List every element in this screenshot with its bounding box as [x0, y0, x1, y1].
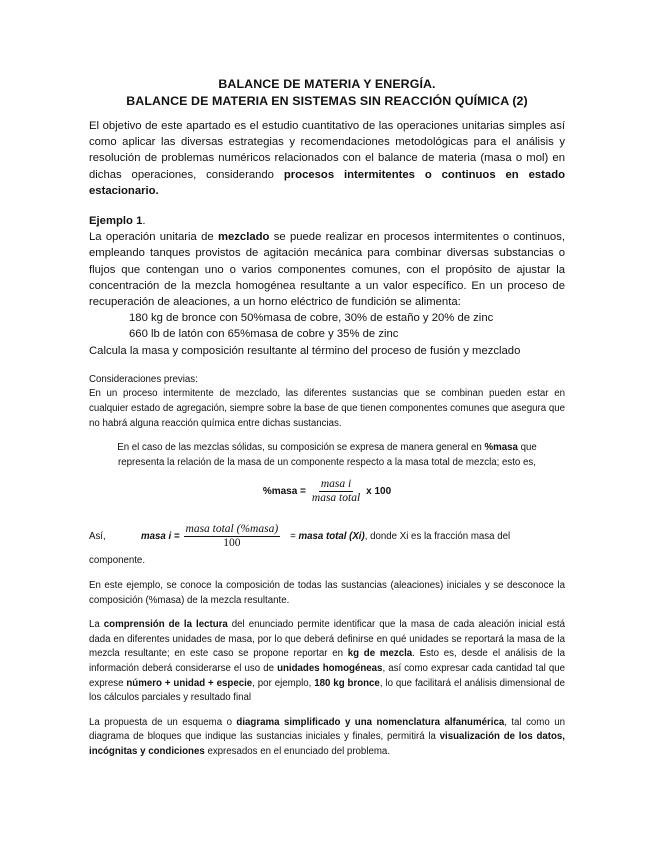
feed-item-1: 180 kg de bronce con 50%masa de cobre, 30% de estaño y 20% de zinc [129, 312, 494, 325]
reading-b4: número + unidad + especie [126, 677, 253, 689]
title-line-1: BALANCE DE MATERIA Y ENERGÍA. [218, 77, 436, 91]
formula2-rest [290, 531, 565, 542]
formula2-fraction [184, 523, 281, 550]
formula1-fraction [310, 478, 362, 505]
proposal-c: , tal como un diagrama de bloques que indique las sustancias iniciales y finales, permitirá la [89, 716, 565, 743]
reading-c: del enunciado permite identificar que la masa de cada aleación inicial está dada en diferentes unidades de masa, por lo que deberá definirse en qué unidades se reportará la masa de la mezcla resultante; en este caso se propone reportar en [89, 619, 566, 660]
formula2-continuation: componente. [89, 555, 146, 567]
example-heading [89, 213, 565, 229]
formula2-rest-text: , donde Xi es la fracción masa del [364, 530, 511, 542]
formula2-numerator: masa total (%masa) [185, 522, 279, 535]
intro-paragraph [89, 118, 565, 199]
solids-bold: %masa [484, 442, 518, 454]
proposal-d: expresados en el enunciado del problema. [204, 745, 391, 757]
title-line-2: BALANCE DE MATERIA EN SISTEMAS SIN REACCIÓN QUÍMICA (2) [126, 94, 528, 108]
percent-mass-formula [89, 474, 565, 508]
formula1-lhs: %masa = [262, 485, 306, 497]
proposal-b1: diagrama simplificado y una nomenclatura alfanumérica [236, 716, 505, 728]
formula1-numerator: masa i [320, 477, 352, 490]
solids-paragraph [89, 441, 565, 470]
document-page [89, 76, 565, 760]
formula2-lhs: masa i = [141, 530, 180, 542]
example-bold: mezclado [217, 231, 270, 244]
reading-g: , lo que facilitará el análisis dimensional de los cálculos parciales y resultado final [89, 677, 565, 704]
reading-b5: 180 kg bronce [314, 677, 380, 689]
reading-f: , por ejemplo, [252, 677, 315, 689]
reading-b3: unidades homogéneas [277, 662, 383, 674]
example-heading-text: Ejemplo 1 [89, 215, 143, 228]
reading-paragraph [89, 618, 565, 706]
formula2-intro: Así, [89, 530, 106, 542]
considerations-text: En un proceso intermitente de mezclado, las diferentes sustancias que se combinan pueden estar en cualquier estado de agregación, siempre sobre la base de que tienen componentes comunes que asegura que no habrá alguna reacción química entre dichas sustancias. [89, 388, 565, 429]
reading-e: , así como expresar cada cantidad tal que exprese [89, 662, 565, 689]
reading-b1: comprensión de la lectura [103, 619, 228, 631]
formula2-eq: = [290, 530, 299, 542]
formula2-rhs: masa total (Xi) [298, 530, 365, 542]
example-text-b: se puede realizar en procesos intermitentes o continuos, empleando tanques provistos de agitación mecánica para combinar diversas substancias o flujos que contengan uno o varios componentes comunes, con el propósito de ajustar la concentración de la mezcla homogénea resultante a un valor específico. En un proceso de recuperación de aleaciones, a un horno eléctrico de fundición se alimenta: [89, 231, 565, 309]
example-text-a: La operación unitaria de [89, 231, 218, 244]
example-heading-punct: . [142, 215, 146, 228]
reading-b2: kg de mezcla [347, 648, 413, 660]
formula2-expression [141, 523, 284, 550]
mass-i-formula [89, 518, 565, 554]
feed-item-2: 660 lb de latón con 65%masa de cobre y 35% de zinc [129, 328, 399, 341]
proposal-a: La propuesta de un esquema o [89, 716, 237, 728]
proposal-b2: visualización de los datos, incógnitas y condiciones [89, 731, 565, 757]
formula1-denominator: masa total [311, 491, 361, 504]
example-question: Calcula la masa y composición resultante al término del proceso de fusión y mezclado [89, 344, 521, 357]
intro-bold: procesos intermitentes o continuos en estado estacionario. [89, 168, 565, 197]
example-composition-paragraph: En este ejemplo, se conoce la composición de todas las sustancias (aleaciones) iniciales y se desconoce la composición (%masa) de la mezcla resultante. [89, 580, 565, 606]
reading-a: La [89, 619, 104, 631]
reading-d: . Esto es, desde el análisis de la información deberá considerarse el uso de [89, 648, 565, 674]
example-paragraph [89, 229, 565, 310]
solids-text-a: En el caso de las mezclas sólidas, su composición se expresa de manera general en [117, 442, 485, 454]
intro-text: El objetivo de este apartado es el estudio cuantitativo de las operaciones unitarias simples así como aplicar las diversas estrategias y recomendaciones metodológicas para el análisis y resolución de problemas numéricos relacionados con el balance de materia (masa o mol) en dichas operaciones, considerando [89, 120, 565, 181]
solids-text-b: que representa la relación de la masa de un componente respecto a la masa total de mezcla; esto es, [118, 442, 537, 468]
considerations-heading: Consideraciones previas: [89, 373, 198, 385]
formula1-rhs: x 100 [366, 485, 392, 497]
proposal-paragraph [89, 716, 565, 760]
formula2-denominator: 100 [223, 536, 241, 549]
